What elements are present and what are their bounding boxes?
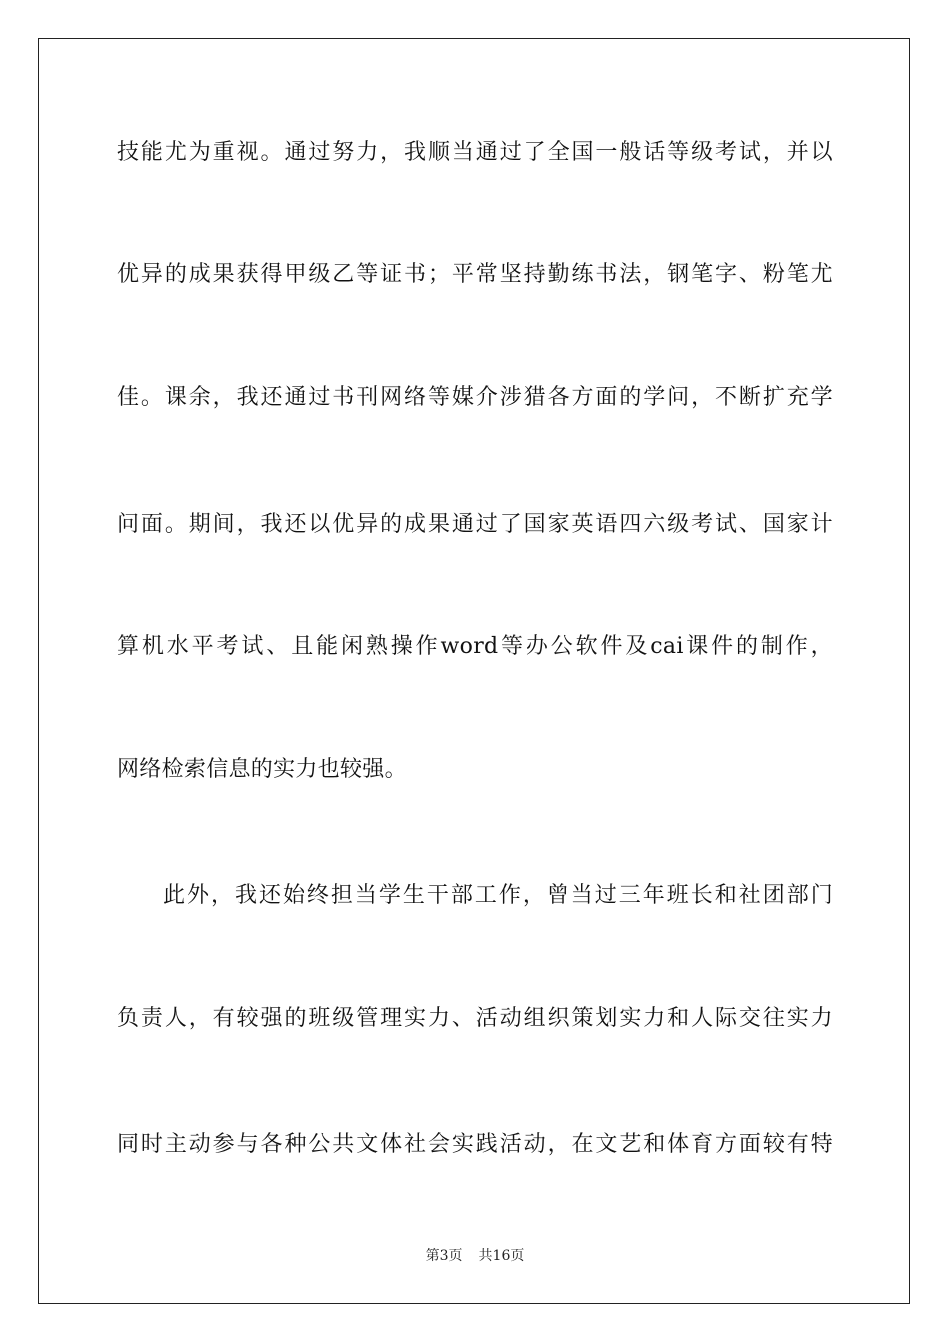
body-line-8: 负责人，有较强的班级管理实力、活动组织策划实力和人际交往实力 bbox=[117, 1006, 833, 1031]
page-border bbox=[38, 38, 910, 1304]
body-line-1: 技能尤为重视。通过努力，我顺当通过了全国一般话等级考试，并以 bbox=[117, 140, 833, 165]
body-line-4: 问面。期间，我还以优异的成果通过了国家英语四六级考试、国家计 bbox=[117, 512, 833, 537]
page-footer bbox=[0, 1247, 950, 1265]
body-line-3: 佳。课余，我还通过书刊网络等媒介涉猎各方面的学问，不断扩充学 bbox=[117, 385, 833, 410]
body-line-5: 算机水平考试、且能闲熟操作word等办公软件及cai课件的制作， bbox=[117, 634, 833, 659]
page-number-total: 共16页 bbox=[478, 1248, 525, 1264]
body-line-7: 此外，我还始终担当学生干部工作，曾当过三年班长和社团部门 bbox=[163, 883, 833, 908]
body-line-2: 优异的成果获得甲级乙等证书；平常坚持勤练书法，钢笔字、粉笔尤 bbox=[117, 262, 833, 287]
body-line-9: 同时主动参与各种公共文体社会实践活动，在文艺和体育方面较有特 bbox=[117, 1132, 833, 1157]
body-line-6: 网络检索信息的实力也较强。 bbox=[117, 757, 407, 782]
page-number-current: 第3页 bbox=[425, 1248, 463, 1264]
